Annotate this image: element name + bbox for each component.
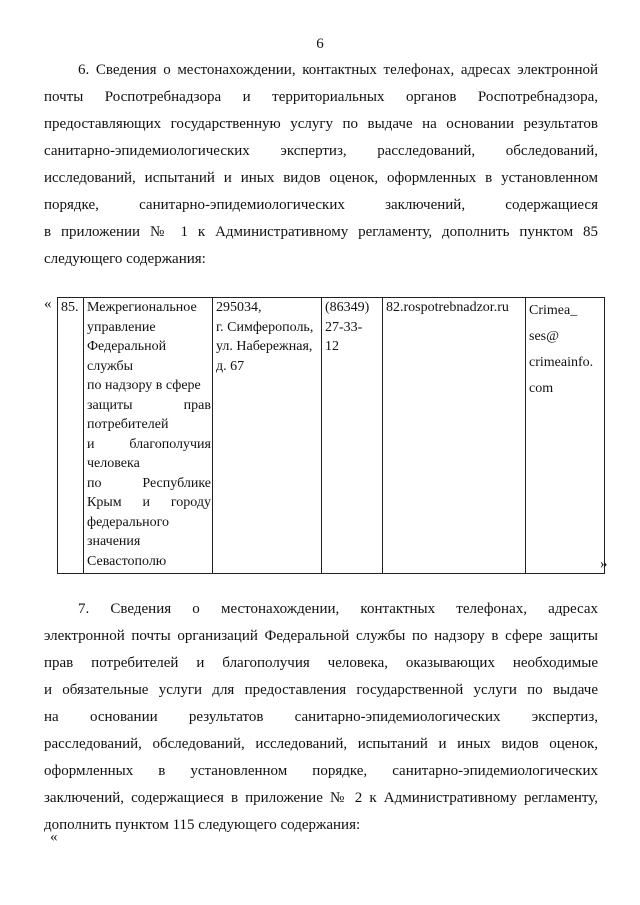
opening-quote: «: [50, 829, 58, 845]
agency-name-line: значения: [87, 534, 141, 549]
paragraph-line: 7. Сведения о местонахождении, контактных телефонах, адресах: [78, 601, 598, 617]
email-cell: [526, 298, 605, 574]
address-line: г. Симферополь,: [216, 319, 314, 335]
agency-name-line: управление: [87, 319, 156, 335]
agency-name-line: защиты прав: [87, 397, 211, 413]
address-line: ул. Набережная,: [216, 339, 313, 354]
paragraph-6: [44, 57, 598, 273]
paragraph-line: почты Роспотребнадзора и территориальных органов Роспотребнадзора,: [44, 89, 598, 105]
website-link[interactable]: 82.rospotrebnadzor.ru: [386, 300, 509, 315]
email-line: ses@: [529, 329, 560, 344]
agency-name-line: потребителей: [87, 417, 169, 432]
agency-name-line: Межрегиональное: [87, 300, 197, 315]
email-line: com: [529, 381, 554, 396]
email-line: crimeainfo.: [529, 355, 594, 370]
agency-name-line: человека: [87, 456, 140, 471]
agency-name-line: по Республике: [87, 475, 211, 491]
paragraph-line: санитарно-эпидемиологических экспертиз, расследований, обследований,: [44, 143, 598, 159]
closing-quote: »: [600, 556, 608, 572]
phone-line: 27-33-: [325, 319, 363, 335]
paragraph-line: 6. Сведения о местонахождении, контактных телефонах, адресах электронной: [78, 62, 598, 78]
page-number: 6: [316, 36, 324, 52]
agency-name-line: Федеральной: [87, 339, 167, 354]
paragraph-line: следующего содержания:: [44, 251, 206, 267]
address-line: 295034,: [216, 300, 262, 315]
website-cell: [383, 298, 526, 574]
agency-name-line: службы: [87, 358, 134, 374]
opening-quote: «: [44, 296, 52, 312]
paragraph-line: дополнить пунктом 115 следующего содержания:: [44, 817, 361, 833]
phone-cell: [322, 298, 383, 574]
phone-line: 12: [325, 339, 339, 354]
paragraph-line: в приложении № 1 к Административному регламенту, дополнить пунктом 85: [44, 224, 598, 240]
agency-name-line: Крым и городу: [87, 495, 211, 510]
agency-name-line: Севастополю: [87, 553, 167, 569]
paragraph-line: порядке, санитарно-эпидемиологических заключений, содержащиеся: [44, 197, 598, 213]
paragraph-line: электронной почты организаций Федеральной службы по надзору в сфере защиты: [44, 628, 598, 644]
paragraph-line: заключений, содержащиеся в приложение № 2 к Административному регламенту,: [44, 790, 598, 806]
paragraph-line: исследований, испытаний и иных видов оценок, оформленных в установленном: [44, 170, 598, 186]
agency-name-cell: [84, 298, 213, 574]
agency-table: [57, 297, 605, 574]
paragraph-line: оформленных в установленном порядке, санитарно-эпидемиологических: [44, 763, 598, 779]
agency-name-line: и благополучия: [87, 436, 211, 452]
paragraph-line: на основании результатов санитарно-эпидемиологических экспертиз,: [44, 709, 598, 725]
paragraph-line: расследований, обследований, исследований, испытаний и иных видов оценок,: [44, 736, 598, 752]
paragraph-line: прав потребителей и благополучия человека, оказывающих необходимые: [44, 655, 598, 671]
address-line: д. 67: [216, 358, 245, 374]
email-line: Crimea_: [529, 303, 578, 318]
phone-line: (86349): [325, 300, 370, 315]
table-row: [58, 298, 605, 574]
row-number: 85.: [58, 298, 84, 574]
paragraph-line: предоставляющих государственную услугу по выдаче на основании результатов: [44, 116, 598, 132]
address-cell: [213, 298, 322, 574]
paragraph-line: и обязательные услуги для предоставления государственной услуги по выдаче: [44, 682, 598, 698]
paragraph-7: [44, 596, 598, 839]
agency-name-line: по надзору в сфере: [87, 378, 201, 393]
agency-name-line: федерального: [87, 514, 170, 530]
